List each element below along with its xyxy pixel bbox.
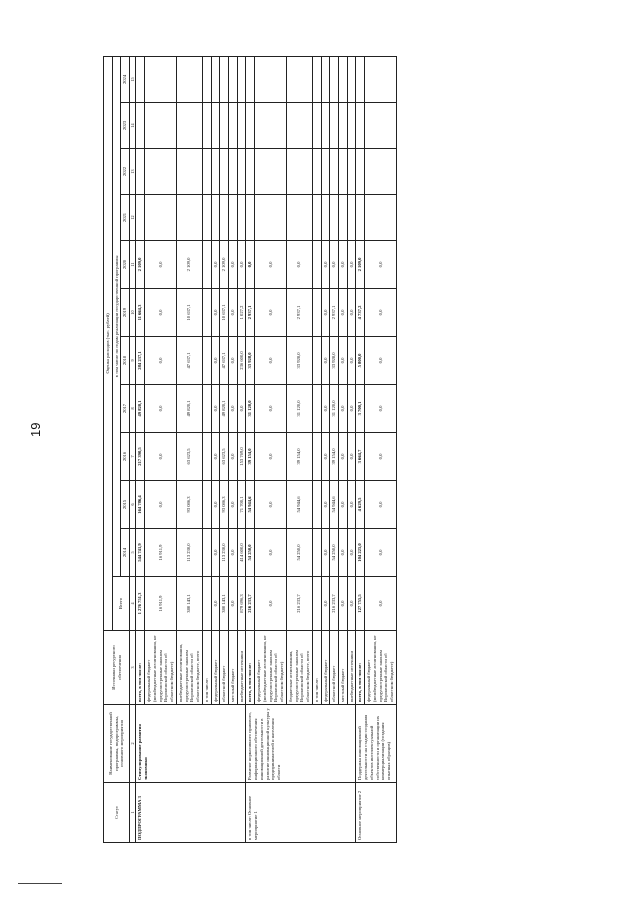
cell-value: 0,0: [339, 577, 348, 631]
cell-value: 113 230,0: [176, 529, 202, 577]
cell-value: [246, 56, 255, 102]
cell-value: 0,0: [347, 385, 356, 433]
cell-value: [211, 149, 220, 195]
cell-value: [356, 56, 365, 102]
header-year: 2016: [121, 433, 130, 481]
cell-value: 0,0: [339, 481, 348, 529]
cell-value: 0,0: [339, 289, 348, 337]
cell-value: 0,0: [365, 577, 397, 631]
column-number: 10: [130, 289, 136, 337]
header-row: [104, 56, 113, 842]
cell-value: 63 623,5: [176, 433, 202, 481]
cell-value: 2 109,0: [356, 241, 365, 289]
cell-value: [202, 56, 211, 102]
cell-value: 3 664,7: [356, 433, 365, 481]
cell-value: 4 629,5: [356, 481, 365, 529]
header-year: 2018: [121, 337, 130, 385]
row-source: бюджетные ассигнования, предусмотренные законом Воронежской области об областном бюджете, всего: [286, 631, 312, 705]
cell-value: 0,0: [229, 577, 238, 631]
cell-value: 0,0: [255, 433, 287, 481]
cell-value: [202, 103, 211, 149]
cell-value: [365, 103, 397, 149]
cell-value: [202, 433, 211, 481]
cell-value: [136, 149, 145, 195]
cell-value: 0,0: [255, 289, 287, 337]
cell-value: 33 928,0: [286, 337, 312, 385]
cell-value: 414 600,0: [237, 529, 246, 577]
cell-value: [321, 149, 330, 195]
cell-value: 0,0: [321, 337, 330, 385]
cell-value: [312, 195, 321, 241]
cell-value: [255, 56, 287, 102]
cell-value: 49 820,1: [176, 385, 202, 433]
cell-value: 33 928,0: [330, 337, 339, 385]
column-number: 14: [130, 103, 136, 149]
cell-value: 216 233,7: [246, 577, 255, 631]
cell-value: [202, 195, 211, 241]
cell-value: [237, 195, 246, 241]
cell-value: [347, 56, 356, 102]
row-source: областной бюджет: [220, 631, 229, 705]
cell-value: 879 696,3: [237, 577, 246, 631]
cell-value: [220, 195, 229, 241]
cell-value: [347, 195, 356, 241]
cell-value: 0,0: [321, 241, 330, 289]
cell-value: 0,0: [145, 481, 177, 529]
cell-value: 0,0: [229, 481, 238, 529]
cell-value: [176, 103, 202, 149]
row-source: в том числе:: [312, 631, 321, 705]
binding-line: [18, 883, 62, 884]
table-container: [103, 57, 630, 843]
cell-value: 93 086,3: [220, 481, 229, 529]
cell-value: 0,0: [211, 529, 220, 577]
cell-value: [330, 195, 339, 241]
cell-value: [229, 56, 238, 102]
column-number: 1: [130, 783, 136, 843]
cell-value: [145, 56, 177, 102]
cell-value: 63 623,5: [220, 433, 229, 481]
cell-value: 0,0: [365, 289, 397, 337]
cell-value: 0,0: [347, 433, 356, 481]
cell-value: [255, 195, 287, 241]
cell-value: [339, 149, 348, 195]
header-estimate: Оценка расходов (тыс. рублей): [104, 56, 113, 630]
cell-value: 0,0: [339, 385, 348, 433]
cell-value: 0,0: [145, 433, 177, 481]
column-number: 8: [130, 385, 136, 433]
cell-value: [220, 56, 229, 102]
cell-value: 11 664,3: [136, 289, 145, 337]
cell-value: 31 120,0: [246, 385, 255, 433]
cell-value: [220, 149, 229, 195]
column-number: 12: [130, 195, 136, 241]
cell-value: 3 700,1: [356, 385, 365, 433]
cell-value: 54 250,0: [286, 529, 312, 577]
cell-value: 0,0: [145, 337, 177, 385]
column-number: 4: [130, 577, 136, 631]
row-status: в том числе: Основное мероприятие 1: [246, 783, 356, 843]
cell-value: [321, 103, 330, 149]
header-year: 2015: [121, 481, 130, 529]
cell-value: 0,0: [321, 433, 330, 481]
cell-value: 0,0: [145, 289, 177, 337]
cell-value: 0,0: [365, 337, 397, 385]
cell-value: [246, 149, 255, 195]
cell-value: [237, 149, 246, 195]
cell-value: [176, 56, 202, 102]
table-row: [356, 56, 365, 842]
cell-value: [255, 149, 287, 195]
cell-value: [255, 103, 287, 149]
cell-value: 0,0: [255, 577, 287, 631]
cell-value: 0,0: [145, 241, 177, 289]
cell-value: [286, 149, 312, 195]
row-source: всего, в том числе:: [246, 631, 255, 705]
column-number: 7: [130, 433, 136, 481]
cell-value: 284 237,1: [136, 337, 145, 385]
cell-value: [237, 103, 246, 149]
cell-value: [176, 195, 202, 241]
row-source: всего, в том числе:: [136, 631, 145, 705]
cell-value: [312, 149, 321, 195]
cell-value: 0,0: [321, 481, 330, 529]
column-number: 3: [130, 631, 136, 705]
cell-value: 16 911,9: [145, 577, 177, 631]
cell-value: [312, 56, 321, 102]
cell-value: 0,0: [365, 241, 397, 289]
cell-value: 54 250,0: [330, 529, 339, 577]
cell-value: [312, 529, 321, 577]
cell-value: 10 637,1: [220, 289, 229, 337]
row-source: федеральный бюджет (межбюджетные ассигнования, не предусмотренные законом Воронежской области об областном бюджете): [365, 631, 397, 705]
cell-value: [330, 56, 339, 102]
cell-value: 153 769,0: [237, 433, 246, 481]
cell-value: [347, 149, 356, 195]
cell-value: 0,0: [237, 241, 246, 289]
cell-value: 164 786,4: [136, 481, 145, 529]
header-year: 2023: [121, 103, 130, 149]
cell-value: 113 230,0: [220, 529, 229, 577]
cell-value: 1 276 751,3: [136, 577, 145, 631]
cell-value: 216 233,7: [286, 577, 312, 631]
cell-value: 2 109,0: [220, 241, 229, 289]
page-number: 19: [28, 422, 43, 437]
cell-value: [330, 149, 339, 195]
header-year: 2017: [121, 385, 130, 433]
row-status: ПОДПРОГРАММА 3: [136, 783, 246, 843]
cell-value: 127 755,5: [356, 577, 365, 631]
cell-value: [339, 103, 348, 149]
header-year: 2021: [121, 195, 130, 241]
cell-value: 0,0: [229, 289, 238, 337]
cell-value: 0,0: [211, 241, 220, 289]
row-source: областной бюджет: [330, 631, 339, 705]
cell-value: 0,0: [255, 241, 287, 289]
cell-value: 39 154,0: [330, 433, 339, 481]
cell-value: 0,0: [339, 433, 348, 481]
cell-value: 0,0: [211, 433, 220, 481]
cell-value: [202, 385, 211, 433]
cell-value: 4 737,2: [356, 289, 365, 337]
column-number: 2: [130, 705, 136, 783]
row-name: Развитие нормативного правового, информационного обеспечения инновационной деятельности в развитие инновационной культуры у предпринимателей и населения области: [246, 705, 356, 783]
cell-value: 47 637,1: [220, 337, 229, 385]
cell-value: [202, 149, 211, 195]
cell-value: 0,0: [229, 433, 238, 481]
cell-value: 0,0: [286, 241, 312, 289]
header-status: Статус: [104, 783, 130, 843]
cell-value: 2 937,1: [246, 289, 255, 337]
row-source: федеральный бюджет (межбюджетные ассигнования, не предусмотренные законом Воронежской области об областном бюджете): [145, 631, 177, 705]
cell-value: 0,0: [211, 337, 220, 385]
cell-value: [321, 195, 330, 241]
cell-value: 0,0: [330, 241, 339, 289]
cell-value: 0,0: [255, 385, 287, 433]
cell-value: 31 120,0: [330, 385, 339, 433]
cell-value: 0,0: [339, 241, 348, 289]
cell-value: [202, 577, 211, 631]
cell-value: [286, 56, 312, 102]
cell-value: 0,0: [347, 289, 356, 337]
row-source: внебюджетные источники: [347, 631, 356, 705]
cell-value: [211, 195, 220, 241]
cell-value: [176, 149, 202, 195]
cell-value: 0,0: [365, 433, 397, 481]
header-year: 2020: [121, 241, 130, 289]
column-number: 13: [130, 149, 136, 195]
cell-value: [286, 195, 312, 241]
cell-value: 2 109,0: [136, 241, 145, 289]
cell-value: 54 250,0: [246, 529, 255, 577]
cell-value: 16 911,9: [145, 529, 177, 577]
cell-value: 2 937,1: [286, 289, 312, 337]
cell-value: [237, 56, 246, 102]
cell-value: [365, 195, 397, 241]
cell-value: [202, 241, 211, 289]
cell-value: 39 154,0: [286, 433, 312, 481]
row-source: местный бюджет: [229, 631, 238, 705]
cell-value: [356, 195, 365, 241]
cell-value: [220, 103, 229, 149]
column-number: 11: [130, 241, 136, 289]
cell-value: 0,0: [211, 577, 220, 631]
cell-value: 0,0: [237, 385, 246, 433]
cell-value: 0,0: [246, 241, 255, 289]
row-source: внебюджетные ассигнования, предусмотренные законом Воронежской области об областном бюджете, всего: [176, 631, 202, 705]
cell-value: [339, 56, 348, 102]
cell-value: [229, 195, 238, 241]
cell-value: 0,0: [321, 385, 330, 433]
cell-value: 0,0: [229, 529, 238, 577]
cell-value: 0,0: [321, 529, 330, 577]
cell-value: 0,0: [145, 385, 177, 433]
cell-value: [365, 149, 397, 195]
column-number: 15: [130, 56, 136, 102]
row-source: в том числе:: [202, 631, 211, 705]
cell-value: 33 928,0: [246, 337, 255, 385]
cell-value: 0,0: [365, 385, 397, 433]
cell-value: 0,0: [229, 241, 238, 289]
cell-value: [312, 289, 321, 337]
cell-value: [365, 56, 397, 102]
cell-value: [202, 289, 211, 337]
cell-value: [145, 195, 177, 241]
cell-value: [330, 103, 339, 149]
cell-value: 544 741,9: [136, 529, 145, 577]
cell-value: [145, 103, 177, 149]
cell-value: 0,0: [321, 577, 330, 631]
cell-value: [229, 103, 238, 149]
cell-value: [312, 241, 321, 289]
column-number: 6: [130, 481, 136, 529]
cell-value: 217 390,5: [136, 433, 145, 481]
cell-value: 39 154,0: [246, 433, 255, 481]
cell-value: [145, 149, 177, 195]
cell-value: 71 700,1: [237, 481, 246, 529]
header-by-years: в том числе по годам реализации государственной программы: [112, 56, 121, 576]
cell-value: [202, 337, 211, 385]
cell-value: [136, 103, 145, 149]
cell-value: [312, 337, 321, 385]
cell-value: [246, 195, 255, 241]
cell-value: 31 120,0: [286, 385, 312, 433]
cell-value: [321, 56, 330, 102]
cell-value: 0,0: [347, 577, 356, 631]
row-source: местный бюджет: [339, 631, 348, 705]
cell-value: 5 800,0: [356, 337, 365, 385]
row-source: федеральный бюджет: [211, 631, 220, 705]
cell-value: 0,0: [255, 337, 287, 385]
cell-value: [312, 103, 321, 149]
cell-value: 0,0: [365, 529, 397, 577]
cell-value: 104 225,0: [356, 529, 365, 577]
header-name: Наименование государственной программы, подпрограммы, основного мероприятия: [104, 705, 130, 783]
table-row: [246, 56, 255, 842]
cell-value: 2 937,1: [330, 289, 339, 337]
cell-value: 0,0: [229, 337, 238, 385]
cell-value: 2 109,0: [176, 241, 202, 289]
cell-value: [312, 481, 321, 529]
column-number: 5: [130, 529, 136, 577]
cell-value: 49 820,1: [220, 385, 229, 433]
cell-value: 0,0: [211, 481, 220, 529]
cell-value: 54 944,6: [330, 481, 339, 529]
row-name: Поддержка инновационной деятельности на стадии создания объектов интеллектуальной собственности и организации их коммерциализации (создания опытных образцов): [356, 705, 396, 783]
cell-value: 49 820,1: [136, 385, 145, 433]
header-year: 2022: [121, 149, 130, 195]
column-number: 9: [130, 337, 136, 385]
cell-value: [312, 385, 321, 433]
cell-value: [356, 103, 365, 149]
cell-value: 0,0: [211, 385, 220, 433]
header-total: Всего: [112, 577, 129, 631]
cell-value: 380 143,1: [220, 577, 229, 631]
cell-value: [211, 103, 220, 149]
row-source: федеральный бюджет: [321, 631, 330, 705]
cell-value: 54 944,6: [246, 481, 255, 529]
cell-value: [211, 56, 220, 102]
cell-value: [136, 195, 145, 241]
row-name: Стимулирование развития экономики: [136, 705, 246, 783]
cell-value: 236 600,0: [237, 337, 246, 385]
cell-value: 0,0: [229, 385, 238, 433]
cell-value: [202, 481, 211, 529]
cell-value: [229, 149, 238, 195]
table-row: [136, 56, 145, 842]
cell-value: 54 944,6: [286, 481, 312, 529]
cell-value: [246, 103, 255, 149]
cell-value: 0,0: [321, 289, 330, 337]
cell-value: 0,0: [211, 289, 220, 337]
cell-value: 216 233,7: [330, 577, 339, 631]
cell-value: 0,0: [347, 481, 356, 529]
row-source: всего, в том числе:: [356, 631, 365, 705]
cell-value: 380 143,1: [176, 577, 202, 631]
cell-value: 0,0: [347, 337, 356, 385]
row-source: внебюджетные источники: [237, 631, 246, 705]
cell-value: [356, 149, 365, 195]
cell-value: 1 027,2: [237, 289, 246, 337]
cell-value: [312, 433, 321, 481]
cell-value: 47 637,1: [176, 337, 202, 385]
cell-value: [286, 103, 312, 149]
header-year: 2019: [121, 289, 130, 337]
row-source: федеральный бюджет (межбюджетные ассигнования, не предусмотренные законом Воронежской области об областном бюджете): [255, 631, 287, 705]
header-year: 2024: [121, 56, 130, 102]
cell-value: [347, 103, 356, 149]
cell-value: 10 637,1: [176, 289, 202, 337]
cell-value: 0,0: [347, 241, 356, 289]
cell-value: [202, 529, 211, 577]
header-year: 2014: [121, 529, 130, 577]
cell-value: 0,0: [255, 481, 287, 529]
cell-value: 0,0: [255, 529, 287, 577]
cell-value: 0,0: [365, 481, 397, 529]
cell-value: [339, 195, 348, 241]
budget-table: [103, 56, 397, 843]
cell-value: [136, 56, 145, 102]
cell-value: [312, 577, 321, 631]
header-source: Источники ресурсного обеспечения: [104, 631, 130, 705]
cell-value: 0,0: [339, 529, 348, 577]
cell-value: 93 086,3: [176, 481, 202, 529]
cell-value: 0,0: [347, 529, 356, 577]
row-status: Основное мероприятие 2: [356, 783, 396, 843]
cell-value: 0,0: [339, 337, 348, 385]
